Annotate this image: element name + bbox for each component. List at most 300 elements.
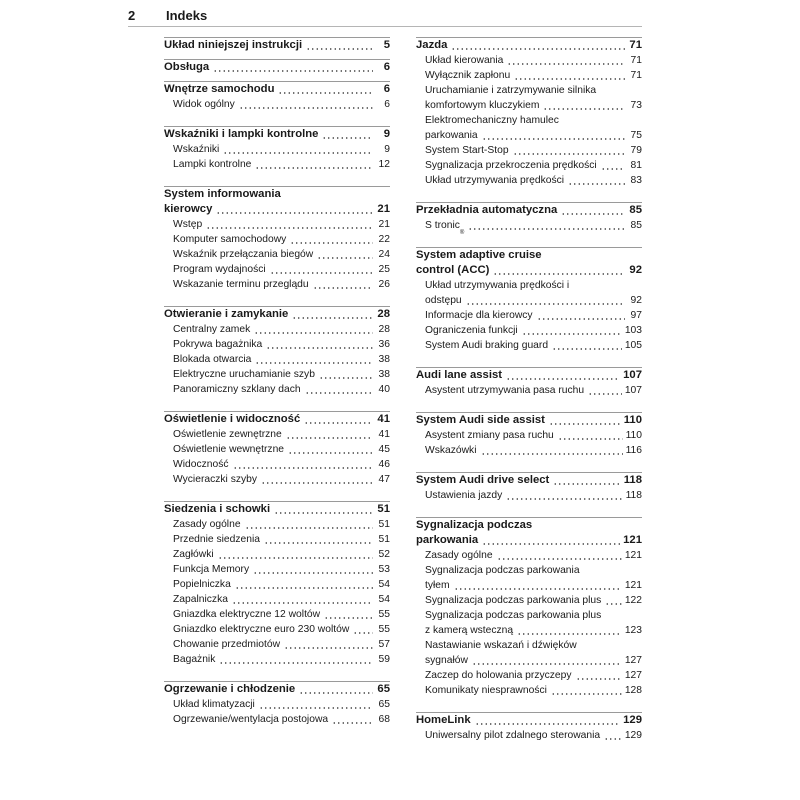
- leader-dots: [304, 422, 373, 424]
- page-ref: 81: [630, 160, 642, 171]
- section-title-line: System informowania: [164, 188, 281, 200]
- subentry-label-line: Sygnalizacja podczas parkowania plus: [425, 610, 602, 621]
- subentry-label: Sygnalizacja podczas parkowania plus: [425, 595, 602, 606]
- leader-dots: [278, 92, 373, 94]
- leader-dots: [235, 587, 373, 589]
- page-ref: 85: [630, 220, 642, 231]
- index-subentry[interactable]: [416, 668, 642, 683]
- subentry-label-line: Układ utrzymywania prędkości i: [425, 280, 570, 291]
- leader-dots: [482, 138, 625, 140]
- leader-dots: [284, 647, 373, 649]
- leader-dots: [605, 603, 622, 605]
- page-ref: 21: [377, 203, 390, 215]
- index-section: [164, 411, 390, 487]
- subentry-label: Zaczep do holowania przyczepy: [425, 670, 572, 681]
- index-subentry[interactable]: [164, 442, 390, 457]
- index-section-entry[interactable]: [416, 473, 642, 488]
- leader-dots: [255, 362, 373, 364]
- index-section: [416, 472, 642, 503]
- page-ref: 53: [378, 564, 390, 575]
- section-heading-block: [164, 59, 390, 75]
- leader-dots: [552, 348, 622, 350]
- index-subentry[interactable]: [164, 562, 390, 577]
- page-ref: 41: [378, 429, 390, 440]
- index-subentry[interactable]: [416, 158, 642, 173]
- index-subentry[interactable]: [416, 53, 642, 68]
- section-title: Audi lane assist: [416, 369, 503, 381]
- page-title: Indeks: [166, 8, 208, 23]
- index-subentry[interactable]: [164, 337, 390, 352]
- subentry-label: System Audi braking guard: [425, 340, 549, 351]
- page-number: 2: [128, 8, 136, 23]
- page-ref: 110: [625, 430, 642, 441]
- index-section: [164, 306, 390, 397]
- index-subentry[interactable]: [164, 697, 390, 712]
- subentry-label: Uniwersalny pilot zdalnego sterowania: [425, 730, 601, 741]
- index-section-entry[interactable]: [416, 38, 642, 53]
- index-subentry[interactable]: [416, 308, 642, 323]
- subentry-label-line: Nastawianie wskazań i dźwięków: [425, 640, 577, 651]
- page-ref: 5: [383, 39, 390, 51]
- subentry-label: z kamerą wsteczną: [425, 625, 514, 636]
- leader-dots: [481, 453, 623, 455]
- index-section-entry[interactable]: [416, 263, 642, 278]
- page-ref: 107: [623, 369, 642, 381]
- page-ref: 28: [377, 308, 390, 320]
- section-title: Oświetlenie i widoczność: [164, 413, 301, 425]
- index-section-entry[interactable]: [416, 413, 642, 428]
- subentry-label: Gniazdka elektryczne 12 woltów: [173, 609, 321, 620]
- subentry-label: Informacje dla kierowcy: [425, 310, 533, 321]
- page-ref: 55: [378, 609, 390, 620]
- subentry-label: Układ kierowania: [425, 55, 504, 66]
- index-subentry[interactable]: [416, 173, 642, 188]
- section-title: HomeLink: [416, 714, 471, 726]
- leader-dots: [601, 168, 625, 170]
- subentry-label: Funkcja Memory: [173, 564, 250, 575]
- subentry-label: Blokada otwarcia: [173, 354, 252, 365]
- page-ref: 122: [624, 595, 642, 606]
- subentry-label: Widok ogólny: [173, 99, 235, 110]
- page-ref: 85: [629, 204, 642, 216]
- subentry-label: Gniazdko elektryczne euro 230 woltów: [173, 624, 350, 635]
- leader-dots: [558, 438, 623, 440]
- index-subentry[interactable]: [164, 382, 390, 397]
- page-ref: 110: [623, 414, 642, 426]
- index-subentry[interactable]: [416, 683, 642, 698]
- index-subentry[interactable]: [164, 547, 390, 562]
- subentry-label: Układ utrzymywania prędkości: [425, 175, 565, 186]
- index-section: [416, 712, 642, 743]
- leader-dots: [468, 228, 625, 230]
- page-ref: 121: [624, 580, 642, 591]
- index-section-entry[interactable]: [164, 502, 390, 517]
- leader-dots: [313, 287, 373, 289]
- leader-dots: [274, 512, 373, 514]
- section-title: System Audi drive select: [416, 474, 550, 486]
- leader-dots: [319, 377, 373, 379]
- section-heading-block: [164, 126, 390, 142]
- section-title: Przekładnia automatyczna: [416, 204, 558, 216]
- index-subentry[interactable]: [416, 653, 642, 668]
- leader-dots: [264, 542, 373, 544]
- page-ref: 83: [630, 175, 642, 186]
- page-ref: 36: [378, 339, 390, 350]
- page-header: [128, 8, 642, 27]
- index-subentry[interactable]: [416, 488, 642, 503]
- leader-dots: [482, 543, 620, 545]
- index-subentry[interactable]: [164, 97, 390, 112]
- index-subentry[interactable]: [416, 578, 642, 593]
- page-ref: 65: [377, 683, 390, 695]
- page-ref: 38: [378, 354, 390, 365]
- section-title: Obsługa: [164, 61, 210, 73]
- page-ref: 121: [624, 550, 642, 561]
- index-subentry[interactable]: [164, 592, 390, 607]
- subentry-label: Oświetlenie zewnętrzne: [173, 429, 282, 440]
- index-subentry[interactable]: [164, 457, 390, 472]
- index-section: [416, 202, 642, 236]
- page-ref: 28: [378, 324, 390, 335]
- leader-dots: [232, 602, 373, 604]
- subentry-label: Wycieraczki szyby: [173, 474, 258, 485]
- index-subentry[interactable]: [164, 157, 390, 172]
- page-ref: 92: [630, 295, 642, 306]
- leader-dots: [213, 70, 373, 72]
- subentry-label: Popielniczka: [173, 579, 231, 590]
- index-section-entry[interactable]: [164, 202, 390, 217]
- section-heading-block: [164, 681, 390, 697]
- page-ref: 103: [624, 325, 642, 336]
- index-subentry[interactable]: [164, 352, 390, 367]
- page-ref: 128: [624, 685, 642, 696]
- page-ref: 118: [625, 490, 642, 501]
- leader-dots: [290, 242, 373, 244]
- index-subentry[interactable]: [164, 577, 390, 592]
- index-subentry[interactable]: [164, 142, 390, 157]
- subentry-label: Wskaźnik przełączania biegów: [173, 249, 314, 260]
- leader-dots: [254, 332, 373, 334]
- leader-dots: [475, 723, 621, 725]
- subentry-label: Komunikaty niesprawności: [425, 685, 547, 696]
- leader-dots: [353, 632, 373, 634]
- page-ref: 73: [630, 100, 642, 111]
- index-section-entry[interactable]: [164, 82, 390, 97]
- index-subentry[interactable]: [416, 68, 642, 83]
- page-ref: 107: [624, 385, 642, 396]
- page-ref: 92: [629, 264, 642, 276]
- index-subentry[interactable]: [416, 338, 642, 353]
- leader-dots: [332, 722, 373, 724]
- section-heading-block: [416, 367, 642, 383]
- page-ref: 116: [625, 445, 642, 456]
- leader-dots: [506, 498, 622, 500]
- subentry-label: Asystent zmiany pasa ruchu: [425, 430, 554, 441]
- index-section: [416, 37, 642, 188]
- subentry-label: Bagażnik: [173, 654, 216, 665]
- page-ref: 55: [378, 624, 390, 635]
- leader-dots: [245, 527, 373, 529]
- page-ref: 105: [624, 340, 642, 351]
- leader-dots: [322, 137, 373, 139]
- leader-dots: [537, 318, 625, 320]
- subentry-label: Wskazanie terminu przeglądu: [173, 279, 309, 290]
- subentry-label: Wskaźniki: [173, 144, 220, 155]
- page-ref: 26: [378, 279, 390, 290]
- leader-dots: [255, 167, 373, 169]
- index-section-entry[interactable]: [416, 203, 642, 218]
- leader-dots: [551, 693, 622, 695]
- section-heading-block: [164, 306, 390, 322]
- section-title: parkowania: [416, 534, 479, 546]
- leader-dots: [299, 692, 373, 694]
- index-subentry[interactable]: [164, 427, 390, 442]
- index-section: [164, 186, 390, 292]
- page-ref: 71: [630, 55, 642, 66]
- index-subentry[interactable]: [164, 652, 390, 667]
- subentry-label: Komputer samochodowy: [173, 234, 287, 245]
- index-section: [164, 81, 390, 112]
- subentry-label: Ustawienia jazdy: [425, 490, 503, 501]
- subentry-label-line: Sygnalizacja podczas parkowania: [425, 565, 580, 576]
- page-ref: 51: [377, 503, 390, 515]
- index-section-entry[interactable]: [164, 412, 390, 427]
- leader-dots: [514, 78, 625, 80]
- page-ref: 127: [624, 670, 642, 681]
- section-heading-block: [164, 186, 390, 217]
- page-ref: 129: [624, 730, 642, 741]
- leader-dots: [497, 558, 622, 560]
- index-section-entry[interactable]: [164, 307, 390, 322]
- index-section-entry[interactable]: [164, 682, 390, 697]
- index-subentry[interactable]: [416, 593, 642, 608]
- page-ref: 52: [378, 549, 390, 560]
- page-ref: 47: [378, 474, 390, 485]
- subentry-label: Panoramiczny szklany dach: [173, 384, 301, 395]
- leader-dots: [270, 272, 373, 274]
- subentry-label: Układ klimatyzacji: [173, 699, 255, 710]
- index-section: [164, 681, 390, 727]
- index-subentry[interactable]: [416, 293, 642, 308]
- index-subentry[interactable]: [416, 128, 642, 143]
- leader-dots: [216, 212, 373, 214]
- index-subentry[interactable]: [416, 98, 642, 113]
- subentry-label: Wstęp: [173, 219, 203, 230]
- section-heading-block: [416, 247, 642, 278]
- page-ref: 59: [378, 654, 390, 665]
- section-title: Wskaźniki i lampki kontrolne: [164, 128, 319, 140]
- index-subentry[interactable]: [164, 322, 390, 337]
- subentry-label: odstępu: [425, 295, 462, 306]
- index-subentry[interactable]: [164, 262, 390, 277]
- page-ref: 25: [378, 264, 390, 275]
- index-section-entry[interactable]: [416, 533, 642, 548]
- section-title: Ogrzewanie i chłodzenie: [164, 683, 296, 695]
- leader-dots: [219, 662, 373, 664]
- leader-dots: [288, 452, 373, 454]
- leader-dots: [466, 303, 625, 305]
- index-column-right: [416, 37, 642, 757]
- page-ref: 127: [624, 655, 642, 666]
- index-subentry[interactable]: [416, 623, 642, 638]
- leader-dots: [259, 707, 373, 709]
- section-heading-block: [416, 202, 642, 218]
- subentry-label: Zagłówki: [173, 549, 214, 560]
- leader-dots: [543, 108, 625, 110]
- index-subentry[interactable]: [164, 607, 390, 622]
- subentry-label: Wyłącznik zapłonu: [425, 70, 511, 81]
- index-subentry[interactable]: [164, 472, 390, 487]
- page-ref: 41: [377, 413, 390, 425]
- section-title: kierowcy: [164, 203, 213, 215]
- index-section: [164, 37, 390, 53]
- leader-dots: [292, 317, 373, 319]
- index-section-entry[interactable]: [164, 38, 390, 53]
- subentry-label: komfortowym kluczykiem: [425, 100, 540, 111]
- page-ref: 12: [378, 159, 390, 170]
- subentry-label: Sygnalizacja przekroczenia prędkości: [425, 160, 597, 171]
- index-subentry[interactable]: [416, 443, 642, 458]
- leader-dots: [253, 572, 373, 574]
- section-heading-block: [164, 81, 390, 97]
- section-title-line: System adaptive cruise: [416, 249, 542, 261]
- subentry-label: Pokrywa bagażnika: [173, 339, 263, 350]
- index-subentry[interactable]: [164, 277, 390, 292]
- page-ref: 129: [623, 714, 642, 726]
- leader-dots: [266, 347, 373, 349]
- leader-dots: [576, 678, 622, 680]
- section-title: Wnętrze samochodu: [164, 83, 275, 95]
- page-ref: 9: [383, 128, 390, 140]
- index-column-left: [164, 37, 390, 741]
- subentry-label-line: Uruchamianie i zatrzymywanie silnika: [425, 85, 597, 96]
- index-section: [164, 126, 390, 172]
- subentry-label: Chowanie przedmiotów: [173, 639, 281, 650]
- section-heading-block: [164, 501, 390, 517]
- page-ref: 24: [378, 249, 390, 260]
- index-section: [164, 501, 390, 667]
- leader-dots: [517, 633, 622, 635]
- section-title: Otwieranie i zamykanie: [164, 308, 289, 320]
- page-ref: 51: [378, 519, 390, 530]
- section-heading-block: [416, 37, 642, 53]
- section-heading-block: [416, 712, 642, 728]
- page-ref: 45: [378, 444, 390, 455]
- leader-dots: [506, 378, 620, 380]
- page-ref: 6: [383, 61, 390, 73]
- subentry-label: Widoczność: [173, 459, 229, 470]
- page-ref: 123: [624, 625, 642, 636]
- leader-dots: [305, 392, 373, 394]
- leader-dots: [454, 588, 622, 590]
- page-ref: 118: [623, 474, 642, 486]
- page-ref: 40: [378, 384, 390, 395]
- index-section-entry[interactable]: [164, 60, 390, 75]
- page-ref: 21: [378, 219, 390, 230]
- leader-dots: [522, 333, 622, 335]
- page-ref: 22: [378, 234, 390, 245]
- subentry-label: Zasady ogólne: [425, 550, 493, 561]
- index-subentry[interactable]: [164, 637, 390, 652]
- index-subentry[interactable]: [164, 712, 390, 727]
- leader-dots: [604, 738, 622, 740]
- leader-dots: [549, 423, 621, 425]
- leader-dots: [317, 257, 373, 259]
- section-title: Układ niniejszej instrukcji: [164, 39, 303, 51]
- index-subentry[interactable]: [164, 517, 390, 532]
- leader-dots: [206, 227, 373, 229]
- leader-dots: [472, 663, 622, 665]
- page-ref: 6: [383, 83, 390, 95]
- index-subentry[interactable]: [416, 728, 642, 743]
- subentry-label: Wskazówki: [425, 445, 477, 456]
- page-ref: 79: [630, 145, 642, 156]
- section-title: System Audi side assist: [416, 414, 545, 426]
- page-ref: 71: [630, 70, 642, 81]
- leader-dots: [451, 48, 625, 50]
- leader-dots: [233, 467, 373, 469]
- subentry-label: sygnałów: [425, 655, 468, 666]
- subentry-label: Lampki kontrolne: [173, 159, 252, 170]
- section-heading-block: [416, 472, 642, 488]
- index-section: [416, 367, 642, 398]
- subentry-label: Zasady ogólne: [173, 519, 241, 530]
- index-subentry[interactable]: [164, 217, 390, 232]
- index-subentry[interactable]: [164, 532, 390, 547]
- leader-dots: [306, 48, 373, 50]
- index-section-entry[interactable]: [416, 368, 642, 383]
- subentry-label: System Start-Stop: [425, 145, 509, 156]
- page-ref: 9: [384, 144, 390, 155]
- index-section: [164, 59, 390, 75]
- index-subentry[interactable]: [164, 367, 390, 382]
- leader-dots: [286, 437, 373, 439]
- section-title: control (ACC): [416, 264, 490, 276]
- leader-dots: [588, 393, 622, 395]
- page-ref: 75: [630, 130, 642, 141]
- index-subentry[interactable]: [416, 428, 642, 443]
- index-section-entry[interactable]: [164, 127, 390, 142]
- subentry-label: Centralny zamek: [173, 324, 251, 335]
- page-ref: 6: [384, 99, 390, 110]
- index-subentry[interactable]: [164, 622, 390, 637]
- index-section: [416, 412, 642, 458]
- index-subentry[interactable]: [164, 247, 390, 262]
- leader-dots: [324, 617, 373, 619]
- page-ref: 54: [378, 594, 390, 605]
- subentry-label: Program wydajności: [173, 264, 266, 275]
- page-ref: 57: [378, 639, 390, 650]
- index-subentry[interactable]: [416, 383, 642, 398]
- subentry-label: Elektryczne uruchamianie szyb: [173, 369, 315, 380]
- leader-dots: [261, 482, 373, 484]
- subentry-label: tyłem: [425, 580, 450, 591]
- subentry-label-line: Elektromechaniczny hamulec: [425, 115, 559, 126]
- index-section: [416, 517, 642, 698]
- index-subentry[interactable]: S tronic ® 85: [425, 220, 642, 236]
- index-subentry[interactable]: [416, 143, 642, 158]
- index-subentry[interactable]: [416, 548, 642, 563]
- index-subentry[interactable]: [164, 232, 390, 247]
- page-ref: 54: [378, 579, 390, 590]
- index-section-entry[interactable]: [416, 713, 642, 728]
- leader-dots: [568, 183, 625, 185]
- subentry-label: Asystent utrzymywania pasa ruchu: [425, 385, 585, 396]
- leader-dots: [239, 107, 373, 109]
- section-title-line: Sygnalizacja podczas: [416, 519, 533, 531]
- index-subentry[interactable]: [416, 323, 642, 338]
- section-title: Jazda: [416, 39, 448, 51]
